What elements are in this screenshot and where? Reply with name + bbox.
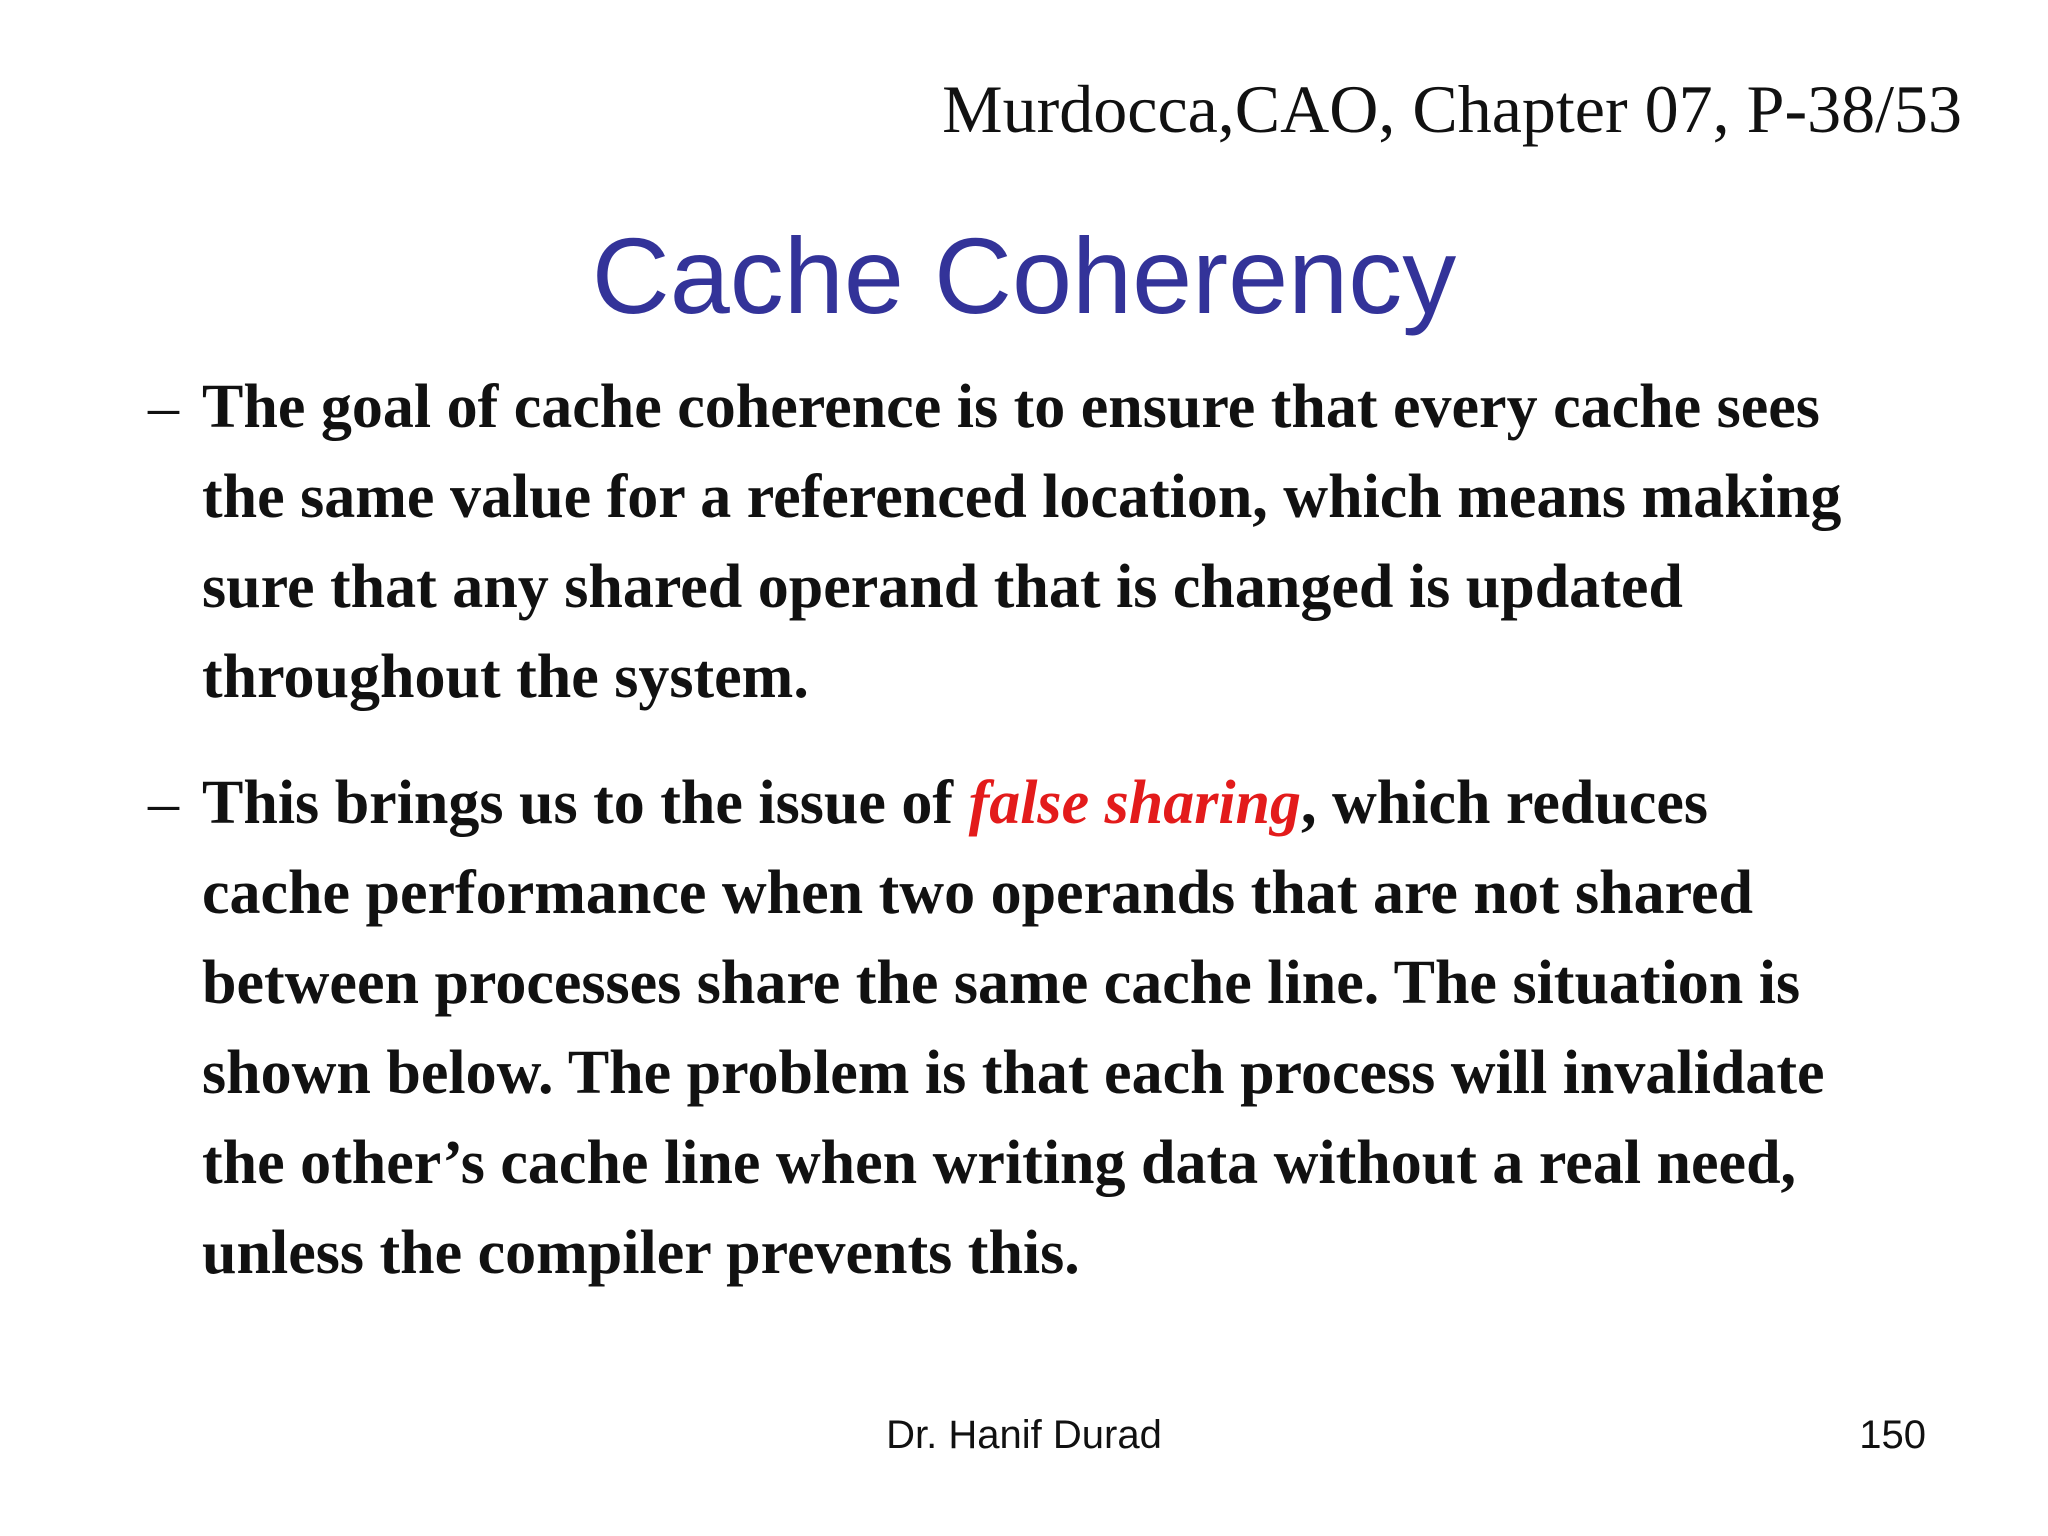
bullet-2-line-2: cache performance when two operands that are not shared — [202, 859, 1753, 927]
bullet-2-line-1 — [202, 758, 2028, 848]
chapter-reference: Murdocca,CAO, Chapter 07, P-38/53 — [942, 71, 1962, 147]
bullet-dash: – — [148, 373, 179, 441]
page-number: 150 — [1859, 1413, 1926, 1457]
bullet-dash: – — [148, 769, 179, 837]
bullet-2-text — [202, 758, 2028, 1298]
bullet-1-line-4: throughout the system. — [202, 643, 809, 711]
false-sharing-term: false sharing — [968, 769, 1302, 837]
bullet-2-line-6: unless the compiler prevents this. — [202, 1219, 1080, 1287]
bullet-2-line-3: between processes share the same cache line. The situation is — [202, 949, 1801, 1017]
bullet-1-line-3: sure that any shared operand that is changed is updated — [202, 553, 1683, 621]
bullet-1-line-1: The goal of cache coherence is to ensure that every cache sees — [202, 373, 1820, 441]
bullet-2-line-5: the other’s cache line when writing data without a real need, — [202, 1129, 1797, 1197]
slide-title: Cache Coherency — [591, 215, 1457, 336]
bullet-2-after-emphasis: , which reduces — [1301, 769, 1709, 837]
bullet-1 — [148, 362, 2028, 722]
bullet-2-lead-text: This brings us to the issue of — [202, 769, 969, 837]
bullet-2-line-4: shown below. The problem is that each process will invalidate — [202, 1039, 1825, 1107]
bullet-2 — [148, 758, 2028, 1298]
bullet-1-line-2: the same value for a referenced location, which means making — [202, 463, 1842, 531]
footer-author: Dr. Hanif Durad — [886, 1413, 1162, 1457]
bullet-1-text — [202, 362, 2028, 722]
